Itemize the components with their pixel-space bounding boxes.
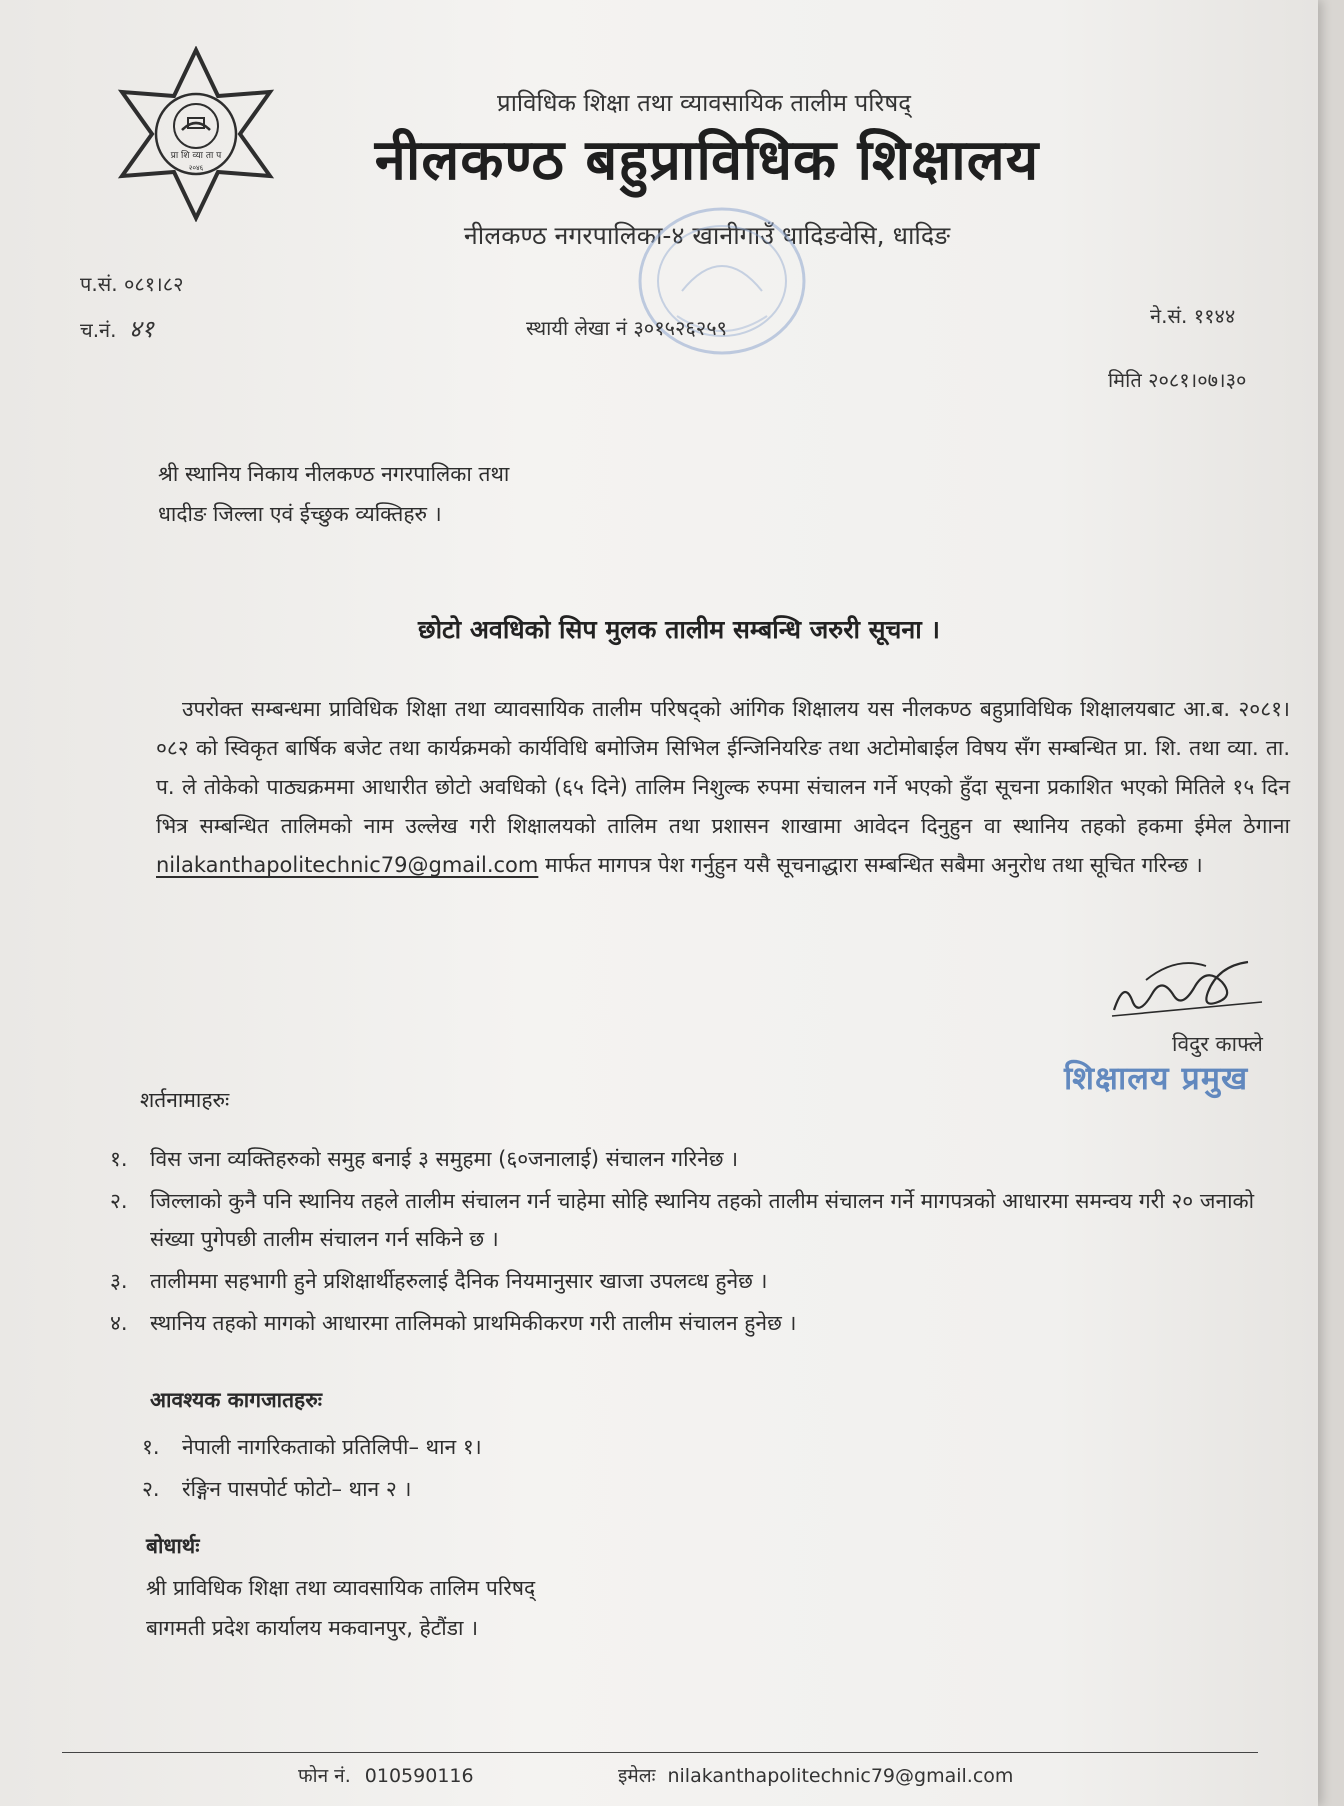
cc-title: बोधार्थः	[146, 1534, 200, 1558]
list-number: ४.	[110, 1311, 128, 1335]
documents-title: आवश्यक कागजातहरुः	[150, 1388, 323, 1412]
conditions-title: शर्तनामाहरुः	[140, 1088, 230, 1112]
footer-phone-label: फोन नं.	[298, 1765, 351, 1787]
list-number: १.	[142, 1435, 160, 1459]
cc-line: श्री प्राविधिक शिक्षा तथा व्यावसायिक तालिम परिषद्	[146, 1576, 536, 1600]
list-text: नेपाली नागरिकताको प्रतिलिपी– थान १।	[182, 1435, 482, 1459]
list-number: ३.	[110, 1269, 128, 1293]
list-number: २.	[142, 1477, 160, 1501]
list-item	[110, 1182, 1290, 1258]
list-item	[110, 1304, 1290, 1342]
nepal-sambat: ने.सं. ११४४	[1150, 304, 1236, 328]
body-email-link[interactable]: nilakanthapolitechnic79@gmail.com	[156, 853, 539, 877]
signer-name: विदुर काफ्ले	[1172, 1032, 1263, 1056]
dispatch-number-label: च.नं.	[80, 318, 117, 342]
recipient-line: धादीङ जिल्ला एवं ईच्छुक व्यक्तिहरु ।	[158, 502, 442, 526]
list-text: जिल्लाको कुनै पनि स्थानिय तहले तालीम संचालन गर्न चाहेमा सोहि स्थानिय तहको तालीम संचालन गर्ने मागपत्रको आधारमा समन्वय गरी २० जनाको संख्या पुगेपछी तालीम संचालन गर्न सकिने छ ।	[150, 1189, 1255, 1251]
list-number: १.	[110, 1147, 128, 1171]
notice-subject: छोटो अवधिको सिप मुलक तालीम सम्बन्धि जरुरी सूचना ।	[418, 615, 940, 644]
list-text: स्थानिय तहको मागको आधारमा तालिमको प्राथमिकीकरण गरी तालीम संचालन हुनेछ ।	[150, 1311, 797, 1335]
footer-divider	[62, 1752, 1258, 1753]
list-item	[142, 1468, 1082, 1510]
dispatch-number	[80, 312, 154, 345]
list-text: रंङ्गिन पासपोर्ट फोटो– थान २ ।	[182, 1477, 412, 1501]
footer-phone	[298, 1762, 474, 1788]
list-item	[110, 1140, 1290, 1178]
documents-list	[142, 1426, 1082, 1510]
footer-email-label: इमेलः	[618, 1765, 656, 1787]
body-text: उपरोक्त सम्बन्धमा प्राविधिक शिक्षा तथा व्यावसायिक तालीम परिषद्को आंगिक शिक्षालय यस नीलकण्ठ बहुप्राविधिक शिक्षालयबाट आ.ब. २०८१।०८२ को स्विकृत बार्षिक बजेट तथा कार्यक्रमको कार्यविधि बमोजिम सिभिल ईन्जिनियरिङ तथा अटोमोबाईल विषय सँग सम्बन्धित प्रा. शि. तथा व्या. ता. प. ले तोकेको पाठ्यक्रममा आधारीत छोटो अवधिको (६५ दिने) तालिम निशुल्क रुपमा संचालन गर्ने भएको हुँदा सूचना प्रकाशित भएको मितिले १५ दिन भित्र सम्बन्धित तालिमको नाम उल्लेख गरी शिक्षालयको तालिम तथा प्रशासन शाखामा आवेदन दिनुहुन वा स्थानिय तहको हकमा ईमेल ठेगाना	[156, 697, 1290, 838]
footer-phone-value: 010590116	[364, 1765, 474, 1787]
cc-line: बागमती प्रदेश कार्यालय मकवानपुर, हेटौंडा ।	[146, 1616, 479, 1640]
council-name: प्राविधिक शिक्षा तथा व्यावसायिक तालीम परिषद्	[497, 89, 911, 117]
head-title-stamp: शिक्षालय प्रमुख	[1064, 1059, 1249, 1097]
college-address: नीलकण्ठ नगरपालिका-४ खानीगाउँ धादिङवेसि, धादिङ	[463, 221, 951, 250]
list-text: विस जना व्यक्तिहरुको समुह बनाई ३ समुहमा (६०जनालाई) संचालन गरिनेछ ।	[150, 1147, 739, 1171]
letter-number: प.सं. ०८१।८२	[80, 272, 184, 296]
list-number: २.	[110, 1189, 128, 1213]
list-item	[142, 1426, 1082, 1468]
notice-body	[156, 690, 1290, 885]
footer-email-value[interactable]: nilakanthapolitechnic79@gmail.com	[667, 1765, 1014, 1787]
list-item	[110, 1262, 1290, 1300]
college-name: नीलकण्ठ बहुप्राविधिक शिक्षालय	[374, 128, 1040, 193]
footer-email	[618, 1762, 1013, 1788]
pan-number: स्थायी लेखा नं ३०१५२६२५९	[526, 316, 727, 340]
letter-date: मिति २०८१।०७।३०	[1108, 368, 1247, 392]
list-text: तालीममा सहभागी हुने प्रशिक्षार्थीहरुलाई दैनिक नियमानुसार खाजा उपलव्ध हुनेछ ।	[150, 1269, 768, 1293]
recipient-block	[158, 454, 509, 534]
cc-block	[146, 1568, 535, 1648]
handwritten-signature	[1106, 950, 1276, 1030]
body-text: मार्फत मागपत्र पेश गर्नुहुन यसै सूचनाद्धारा सम्बन्धित सबैमा अनुरोध तथा सूचित गरिन्छ ।	[538, 853, 1203, 877]
emblem-text: प्रा शि व्या ता प	[170, 151, 222, 161]
recipient-line: श्री स्थानिय निकाय नीलकण्ठ नगरपालिका तथा	[158, 462, 510, 486]
conditions-list	[110, 1140, 1290, 1342]
dispatch-number-value: ४१	[128, 315, 154, 343]
emblem-year: २०४६	[188, 164, 204, 172]
